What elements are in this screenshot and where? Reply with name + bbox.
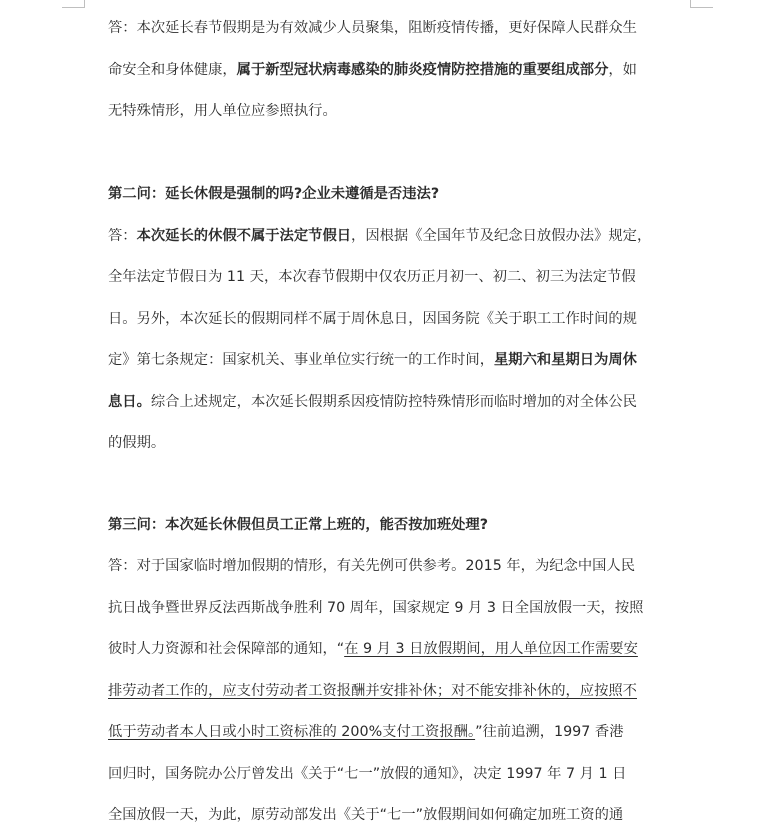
answer-2-emphasis-2: 星期六和星期日为周休 (494, 352, 637, 368)
answer-3-line-1: 答：对于国家临时增加假期的情形，有关先例可供参考。2015 年，为纪念中国人民 (108, 558, 636, 574)
answer-3-line-2: 抗日战争暨世界反法西斯战争胜利 70 周年，国家规定 9 月 3 日全国放假一天，按照 (108, 599, 644, 616)
answer-1-emphasis: 属于新型冠状病毒感染的肺炎疫情防控措施的重要组成部分 (236, 61, 609, 78)
page-corner-mark-left (62, 0, 85, 8)
answer-3-line-5-end: ”往前追溯，1997 香港 (475, 724, 624, 740)
answer-2-prefix: 答： (108, 227, 137, 244)
answer-3-quote-part-1: 在 9 月 3 日放假期间，用人单位因工作需要安 (344, 641, 638, 657)
answer-1-line-2 (108, 50, 664, 92)
answer-2-line-4 (108, 340, 664, 382)
answer-3-line-7: 全国放假一天，为此，原劳动部发出《关于“七一”放假期间如何确定加班工资的通 (108, 807, 624, 823)
answer-3-line-3 (108, 629, 664, 671)
paragraph-gap (108, 465, 664, 505)
answer-3-line-4 (108, 671, 664, 713)
answer-3-quote-part-2: 排劳动者工作的，应支付劳动者工资报酬并安排补休；对不能安排补休的，应按照不 (108, 682, 637, 699)
answer-2-line-1-end: ，因根据《全国年节及纪念日放假办法》规定， (351, 227, 652, 244)
answer-2-line-2: 全年法定节假日为 11 天，本次春节假期中仅农历正月初一、初二、初三为法定节假 (108, 269, 636, 285)
answer-3-line-5 (108, 712, 664, 754)
answer-paragraph-3 (108, 546, 664, 837)
answer-1-line-1: 答：本次延长春节假期是为有效减少人员聚集，阻断疫情传播，更好保障人民群众生 (108, 20, 637, 36)
question-2-heading: 第二问：延长休假是强制的吗?企业未遵循是否违法? (108, 186, 440, 202)
answer-2-line-1 (108, 216, 664, 258)
page-corner-mark-right (690, 0, 713, 8)
answer-1-line-3: 无特殊情形，用人单位应参照执行。 (108, 103, 337, 119)
answer-2-emphasis-3: 息日。 (108, 393, 151, 410)
question-3-heading: 第三问：本次延长休假但员工正常上班的，能否按加班处理? (108, 516, 489, 533)
answer-3-line-3-start: 彼时人力资源和社会保障部的通知，“ (108, 641, 345, 657)
answer-3-quote-part-3: 低于劳动者本人日或小时工资标准的 200%支付工资报酬。 (108, 724, 476, 740)
answer-1-line-2-end: ，如 (608, 61, 637, 78)
answer-2-line-3: 日。另外，本次延长的假期同样不属于周休息日，因国务院《关于职工工作时间的规 (108, 310, 637, 327)
answer-2-line-5 (108, 382, 664, 424)
answer-2-line-5-end: 综合上述规定，本次延长假期系因疫情防控特殊情形而临时增加的对全体公民 (150, 393, 637, 410)
document-body (108, 0, 664, 837)
answer-1-line-2-start: 命安全和身体健康， (108, 61, 237, 78)
answer-2-line-4-start: 定》第七条规定：国家机关、事业单位实行统一的工作时间， (108, 352, 495, 368)
paragraph-gap (108, 133, 664, 175)
answer-paragraph-2 (108, 216, 664, 465)
answer-2-emphasis-1: 本次延长的休假不属于法定节假日 (136, 227, 352, 244)
answer-3-line-6: 回归时，国务院办公厅曾发出《关于“七一”放假的通知》，决定 1997 年 7 月 1 日 (108, 765, 627, 782)
answer-2-line-6: 的假期。 (108, 435, 166, 451)
answer-paragraph-1 (108, 8, 664, 133)
